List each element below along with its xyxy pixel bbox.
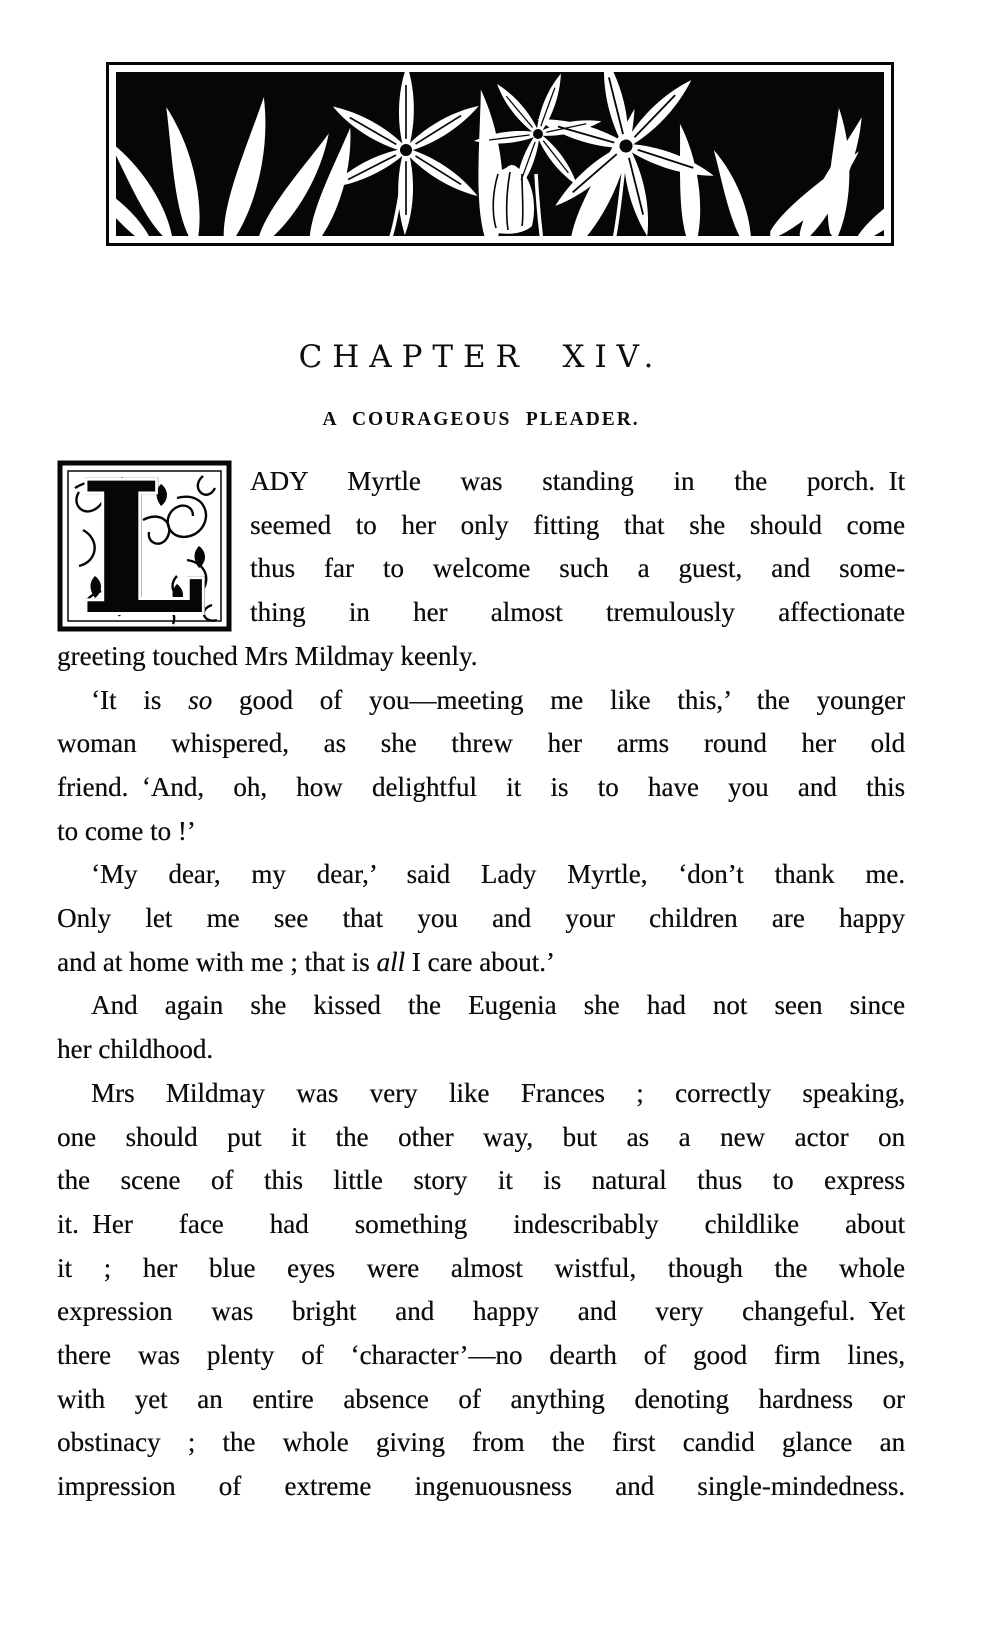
text-line <box>57 1421 905 1465</box>
text-run: seemed to her only fitting that she should come <box>250 509 905 540</box>
paragraph <box>57 1072 905 1509</box>
text-run: good of you—meeting me like this,’ the younger <box>212 684 905 715</box>
text-run: ADY Myrtle was standing in the porch. It <box>250 466 905 496</box>
text-line <box>57 853 905 897</box>
paragraph <box>57 984 905 1071</box>
text-run: thing in her almost tremulously affectionate <box>250 597 905 628</box>
text-run: with yet an entire absence of anything denoting hardness or <box>57 1383 905 1414</box>
text-run: Mrs Mildmay was very like Frances ; correctly speaking, <box>91 1077 905 1108</box>
text-run: it. Her face had something indescribably childlike about <box>57 1208 905 1239</box>
text-line <box>57 635 905 679</box>
text-line <box>57 1159 905 1203</box>
text-line <box>57 1028 905 1072</box>
text-line <box>57 722 905 766</box>
text-line <box>57 941 905 985</box>
text-run: and at home with me ; that is <box>57 946 377 977</box>
text-line <box>57 1465 905 1509</box>
text-line <box>57 897 905 941</box>
text-line <box>57 1072 905 1116</box>
text-run: woman whispered, as she threw her arms round her old <box>57 728 905 759</box>
text-run: the scene of this little story it is natural thus to express <box>57 1165 905 1196</box>
text-run: ‘It is <box>91 684 189 715</box>
chapter-heading: CHAPTER XIV. <box>298 339 664 375</box>
dropcap-art-icon <box>57 460 232 632</box>
chapter-subheading: A COURAGEOUS PLEADER. <box>322 409 640 430</box>
text-line <box>57 1334 905 1378</box>
text-run: Only let me see that you and your children are happy <box>57 903 905 934</box>
text-run: friend. ‘And, oh, how delightful it is to have you and this <box>57 771 905 802</box>
text-run: And again she kissed the Eugenia she had not seen since <box>91 990 905 1021</box>
paragraph <box>57 853 905 984</box>
text-line <box>57 810 905 854</box>
text-line <box>57 1203 905 1247</box>
text-run: one should put it the other way, but as a new actor on <box>57 1121 905 1152</box>
text-run: her childhood. <box>57 1034 213 1065</box>
text-run: I care about.’ <box>404 946 555 977</box>
text-run: expression was bright and happy and very changeful. Yet <box>57 1296 905 1327</box>
text-line <box>57 766 905 810</box>
italic-text-run: all <box>376 946 405 977</box>
text-line <box>57 679 905 723</box>
text-run: there was plenty of ‘character’—no dearth of good firm lines, <box>57 1340 905 1371</box>
lily-banner-art-icon <box>106 62 894 246</box>
text-run: to come to !’ <box>57 815 196 846</box>
dropcap-letter: L <box>79 460 206 632</box>
text-line <box>57 1116 905 1160</box>
dropcap-initial <box>57 460 232 632</box>
text-run: ‘My dear, my dear,’ said Lady Myrtle, ‘don’t thank me. <box>91 859 905 890</box>
body-text <box>57 460 905 1509</box>
paragraph <box>57 460 905 679</box>
italic-text-run: so <box>188 684 213 715</box>
lily-woodcut-banner <box>106 62 894 246</box>
text-line <box>57 1247 905 1291</box>
text-run: impression of extreme ingenuousness and single-mindedness. <box>57 1471 905 1502</box>
text-run: obstinacy ; the whole giving from the first candid glance an <box>57 1427 905 1458</box>
text-run: greeting touched Mrs Mildmay keenly. <box>57 640 478 671</box>
text-run: thus far to welcome such a guest, and some- <box>250 553 905 584</box>
text-line <box>57 1290 905 1334</box>
text-run: it ; her blue eyes were almost wistful, though the whole <box>57 1252 905 1283</box>
text-line <box>57 1378 905 1422</box>
text-line <box>57 984 905 1028</box>
paragraph <box>57 679 905 854</box>
